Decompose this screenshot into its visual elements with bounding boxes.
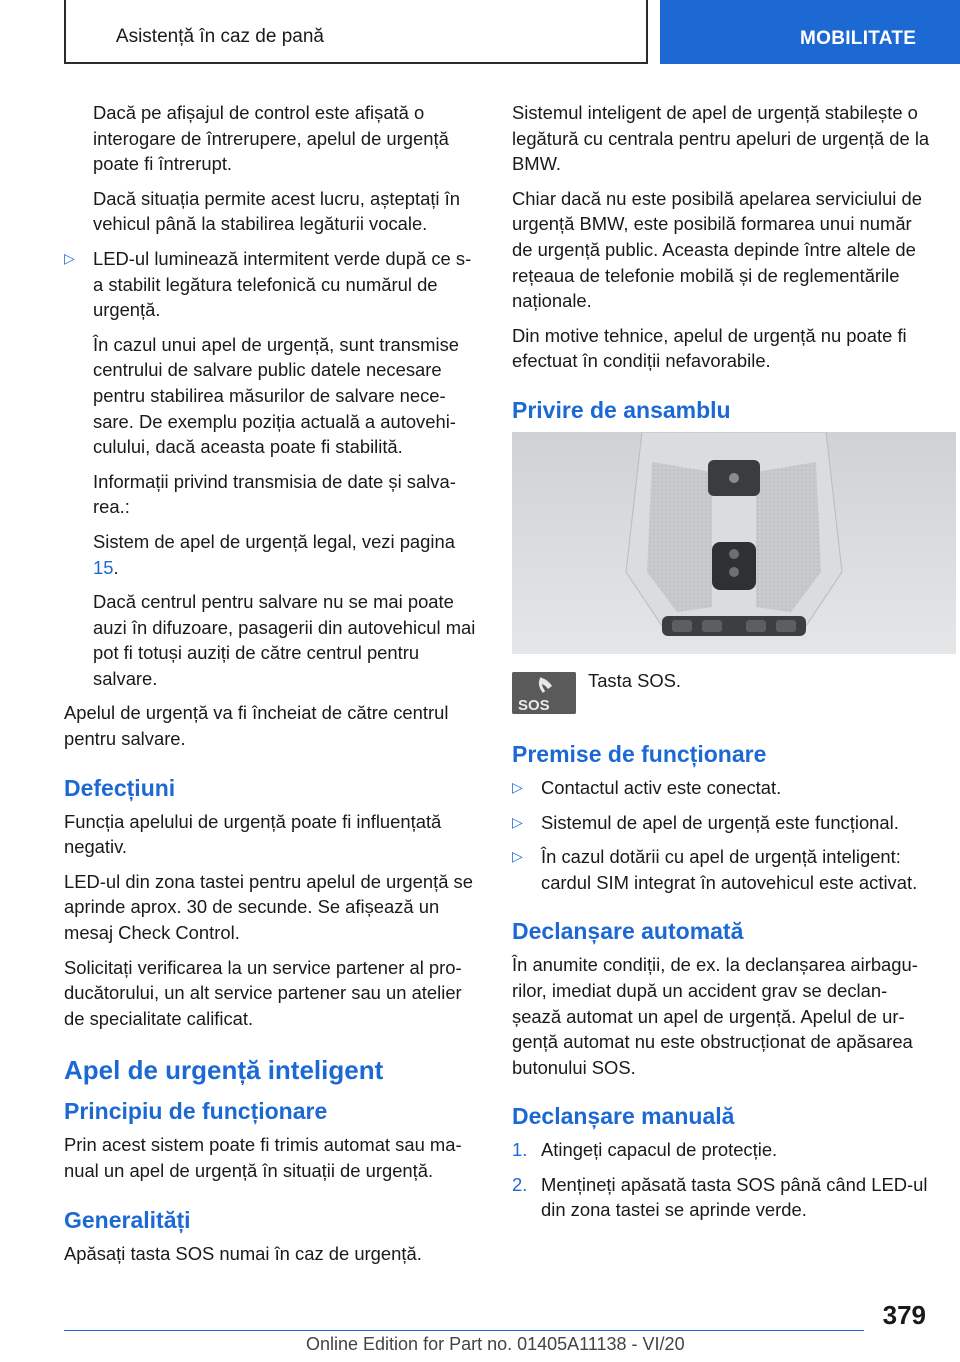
page-number: 379 xyxy=(882,1300,926,1330)
footer-divider xyxy=(64,1330,864,1331)
paragraph: Prin acest sistem poate fi trimis automat sau manual un apel de urgență în situații de urgență. xyxy=(64,1134,462,1181)
text: . xyxy=(113,556,119,578)
sos-phone-icon xyxy=(512,672,576,714)
paragraph: Dacă pe afișajul de control este afișată o interogare de întrerupere, apelul de urgență poate fi întrerupt. xyxy=(93,102,449,175)
bullet-triangle-icon: ▷ xyxy=(512,813,523,830)
header-section-title: Asistență în caz de pană xyxy=(115,26,324,47)
overhead-console-photo xyxy=(512,432,956,654)
step-text: Atingeți capacul de protecție. xyxy=(541,1139,778,1161)
step-number: 1. xyxy=(512,1139,528,1161)
paragraph: Dacă centrul pentru salvare nu se mai poate auzi în difuzoare, pasagerii din autovehicul mai pot fi totuși auziți de către centrul pentru salvare. xyxy=(93,591,476,689)
heading-generalitati: Generalități xyxy=(64,1206,191,1233)
list-item-text: Sistemul de apel de urgență este funcțional. xyxy=(541,811,899,833)
heading-declansare-manuala: Declanșare manuală xyxy=(512,1103,735,1130)
paragraph: Dacă situația permite acest lucru, așteptați în vehicul până la stabilirea legăturii vocale. xyxy=(93,187,460,235)
heading-premise: Premise de funcționare xyxy=(512,740,767,767)
paragraph: Solicitați verificarea la un service partener al producătorului, un alt service partener sau un atelier de specialitate calificat. xyxy=(64,956,462,1029)
paragraph: Sistemul inteligent de apel de urgență stabilește o legătură cu centrala pentru apeluri de urgență de la BMW. xyxy=(512,102,930,175)
sos-label: Tasta SOS. xyxy=(588,669,682,691)
step-item xyxy=(512,1172,930,1223)
step-item xyxy=(512,1137,930,1163)
header-tab-label: MOBILITATE xyxy=(800,28,917,49)
step-number: 2. xyxy=(512,1173,528,1195)
list-item xyxy=(512,844,930,895)
paragraph: Apelul de urgență va fi încheiat de către centrul pentru salvare. xyxy=(64,702,449,750)
bullet-triangle-icon: ▷ xyxy=(512,848,523,865)
paragraph: Din motive tehnice, apelul de urgență nu poate fi efectuat în condiții nefavorabile. xyxy=(512,324,907,372)
list-item-text: Contactul activ este conectat. xyxy=(541,776,782,798)
heading-apel-inteligent: Apel de urgență inteligent xyxy=(64,1055,384,1086)
list-item-text: LED-ul luminează intermitent verde după ce s-a stabilit legătura telefonică cu numărul de urgență. xyxy=(93,247,472,321)
sos-icon-text: SOS xyxy=(518,696,550,714)
paragraph: Funcția apelului de urgență poate fi influențată negativ. xyxy=(64,810,442,858)
bullet-triangle-icon: ▷ xyxy=(64,249,75,266)
step-text: Mențineți apăsată tasta SOS până când LED-ul din zona tastei se aprinde verde. xyxy=(541,1173,928,1221)
left-column xyxy=(64,100,476,1275)
header-frame xyxy=(64,0,648,64)
heading-defectiuni: Defecțiuni xyxy=(64,774,176,801)
heading-privire: Privire de ansamblu xyxy=(512,396,731,423)
footer-edition: Online Edition for Part no. 01405A11138 - VI/20 xyxy=(306,1334,685,1354)
page-link[interactable]: 15 xyxy=(93,556,114,578)
paragraph: În anumite condiții, de ex. la declanșarea airbagurilor, imediat după un accident grav se declanșează automat un apel de urgență. Apelul de urgență automat nu este obstrucționat de apăsarea butonului SOS. xyxy=(512,954,918,1078)
list-item xyxy=(64,246,476,323)
bullet-triangle-icon: ▷ xyxy=(512,778,523,795)
paragraph: Apăsați tasta SOS numai în caz de urgență. xyxy=(64,1242,422,1264)
list-item xyxy=(512,810,930,836)
paragraph: LED-ul din zona tastei pentru apelul de urgență se aprinde aprox. 30 de secunde. Se afișează un mesaj Check Control. xyxy=(64,870,473,944)
text: Sistem de apel de urgență legal, vezi pagina xyxy=(93,530,455,552)
heading-declansare-automata: Declanșare automată xyxy=(512,918,744,945)
right-column xyxy=(512,100,930,1232)
sos-legend-row xyxy=(512,668,930,718)
paragraph: Chiar dacă nu este posibilă apelarea serviciului de urgență BMW, este posibilă formarea unui număr de urgență public. Aceasta depinde între altele de rețeaua de telefonie mobilă și de reglementările naționale. xyxy=(512,187,922,312)
list-item-text: În cazul dotării cu apel de urgență inteligent: cardul SIM integrat în autovehicul este activat. xyxy=(541,846,918,893)
paragraph: Informații privind transmisia de date și salvarea.: xyxy=(93,470,456,518)
list-item xyxy=(512,775,930,801)
paragraph: În cazul unui apel de urgență, sunt transmise centrului de salvare public datele necesare pentru stabilirea măsurilor de salvare necesare. De exemplu poziția actuală a autovehiculului, dacă aceasta poate fi stabilită. xyxy=(93,333,459,458)
heading-principiu: Principiu de funcționare xyxy=(64,1098,328,1125)
paragraph-with-link xyxy=(64,529,476,580)
header-tab-mobilitate[interactable] xyxy=(660,0,960,64)
